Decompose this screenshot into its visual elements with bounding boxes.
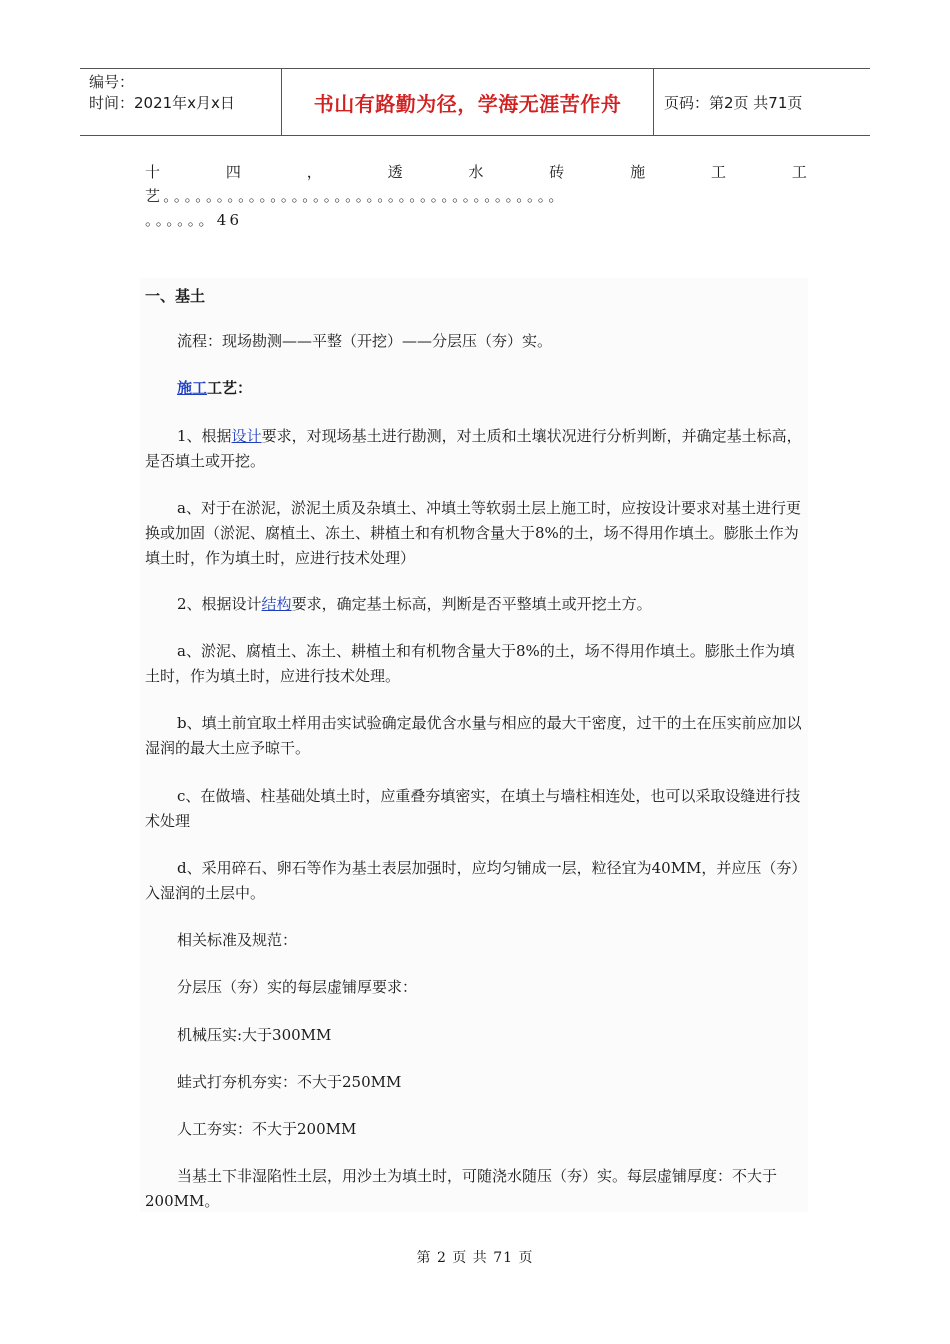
toc-char: 水 xyxy=(468,163,484,181)
section-title: 一、基土 xyxy=(145,287,206,305)
paragraph-2a: a、淤泥、腐植土、冻土、耕植土和有机物含量大于8%的土，场不得用作填土。膨胀土作为填土时，作为填土时，应进行技术处理。 xyxy=(145,642,795,685)
header-motto: 书山有路勤为径，学海无涯苦作舟 xyxy=(282,69,654,135)
toc-char: ， xyxy=(306,163,322,181)
mechanical-compaction: 机械压实:大于300MM xyxy=(177,1026,332,1044)
toc-char: 工 xyxy=(791,163,807,181)
toc-char: 四 xyxy=(225,163,241,181)
toc-char: 砖 xyxy=(549,163,565,181)
paragraph-2d: d、采用碎石、卵石等作为基土表层加强时，应均匀铺成一层，粒径宜为40MM，并应压（夯）入湿润的土层中。 xyxy=(145,859,799,902)
layer-requirement: 分层压（夯）实的每层虚铺厚要求： xyxy=(177,978,418,996)
frog-rammer-compaction: 蛙式打夯机夯实：不大于250MM xyxy=(177,1073,402,1091)
sand-fill-paragraph: 当基土下非湿陷性土层，用沙土为填土时，可随浇水随压（夯）实。每层虚铺厚度：不大于200MM。 xyxy=(145,1167,778,1210)
toc-char: 十 xyxy=(145,163,161,181)
section-content xyxy=(140,278,808,1212)
structure-link[interactable]: 结构 xyxy=(261,595,292,613)
manual-compaction: 人工夯实：不大于200MM xyxy=(177,1120,357,1138)
design-link[interactable]: 设计 xyxy=(231,427,262,445)
paragraph-2 xyxy=(145,592,805,617)
toc-char: 工 xyxy=(711,163,727,181)
paragraph-text: 要求，确定基土标高，判断是否平整填土或开挖土方。 xyxy=(291,595,652,613)
number-label: 编号： xyxy=(89,73,135,91)
paragraph-text: 要求，对现场基土进行勘测，对土质和土壤状况进行分析判断，并确定基土标高，是否填土或开挖。 xyxy=(145,427,802,470)
toc-char: 透 xyxy=(387,163,403,181)
toc-char: 施 xyxy=(630,163,646,181)
standards-label: 相关标准及规范： xyxy=(177,931,298,949)
paragraph-2c: c、在做墙、柱基础处填土时，应重叠夯填密实，在填土与墙柱相连处，也可以采取设缝进行技术处理 xyxy=(145,787,801,830)
toc-page-number: 。。。。。。46 xyxy=(145,211,243,229)
document-header xyxy=(80,68,870,136)
craft-heading xyxy=(145,376,805,401)
header-meta xyxy=(80,69,282,135)
toc-title-spread xyxy=(145,160,807,184)
paragraph-1a: a、对于在淤泥，淤泥土质及杂填土、冲填土等软弱土层上施工时，应按设计要求对基土进行更换或加固（淤泥、腐植土、冻土、耕植土和有机物含量大于8%的土，场不得用作填土。膨胀土作为填土时，作为填土时，应进行技术处理） xyxy=(145,499,801,567)
flow-paragraph: 流程：现场勘测——平整（开挖）——分层压（夯）实。 xyxy=(177,332,553,350)
craft-heading-text: 工艺： xyxy=(207,379,253,397)
toc-leader-line: 艺。。。。。。。。。。。。。。。。。。。。。。。。。。。。。。。。。。。。。 xyxy=(145,187,567,205)
paragraph-text: 2、根据设计 xyxy=(177,595,262,613)
page-footer: 第 2 页 共 71 页 xyxy=(416,1250,534,1266)
paragraph-text: 1、根据 xyxy=(177,427,232,445)
craft-link[interactable]: 施工 xyxy=(177,379,208,397)
paragraph-2b: b、填土前宜取土样用击实试验确定最优含水量与相应的最大干密度，过干的土在压实前应加以湿润的最大土应予晾干。 xyxy=(145,714,802,757)
paragraph-1 xyxy=(145,424,805,474)
toc-entry[interactable] xyxy=(145,160,807,232)
header-page-info: 页码：第2页 共71页 xyxy=(664,93,803,112)
time-label: 时间：2021年x月x日 xyxy=(89,94,235,112)
